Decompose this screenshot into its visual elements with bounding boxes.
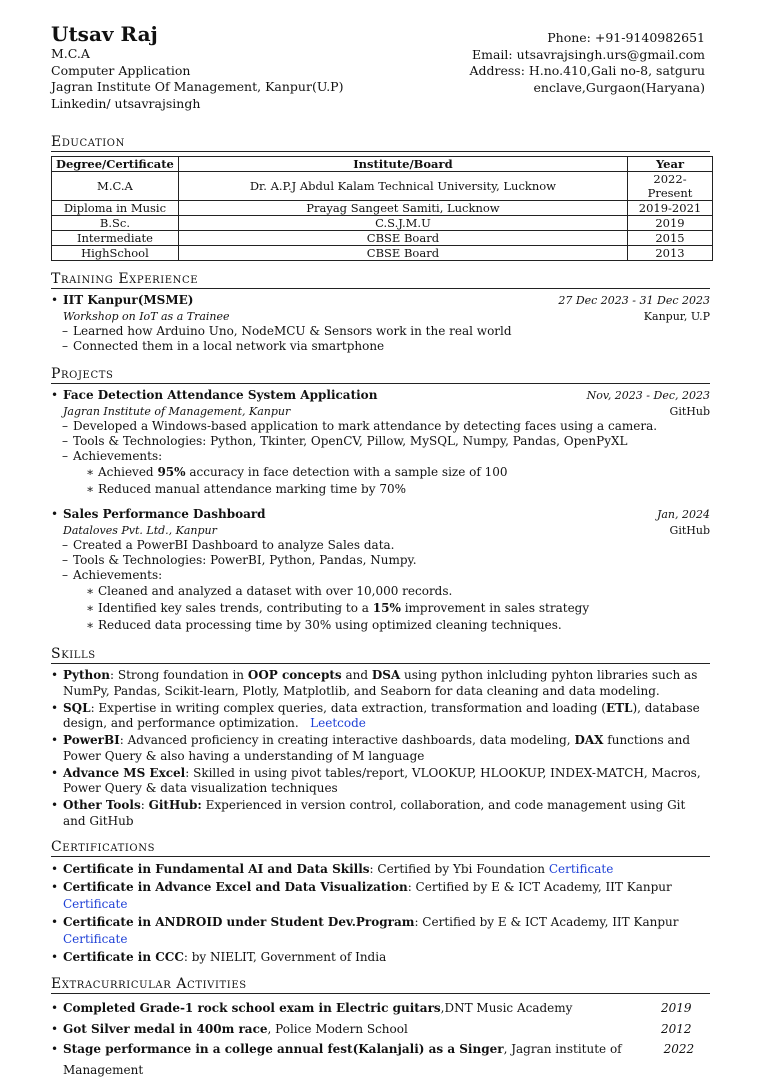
achievement-text: Achieved: [98, 465, 158, 479]
certification-title: Certificate in ANDROID under Student Dev.Program: [63, 914, 415, 929]
education-header-row: [52, 157, 713, 172]
skill-label: Advance MS Excel: [63, 765, 186, 780]
extracurricular-title: Got Silver medal in 400m race: [63, 1021, 268, 1036]
extracurricular-item: [63, 998, 710, 1019]
certificate-link[interactable]: Certificate: [548, 862, 614, 876]
education-year: 2022-Present: [628, 172, 713, 201]
achievement: ∗ Reduced manual attendance marking time by 70%: [98, 481, 710, 498]
education-year: 2015: [628, 231, 713, 246]
training-location: Kanpur, U.P: [643, 309, 710, 323]
certification-title: Certificate in Fundamental AI and Data Skills: [63, 862, 370, 876]
achievement-text: Identified key sales trends, contributing to a: [98, 601, 373, 615]
skill-powerbi: [63, 733, 710, 764]
skill-text: : Skilled in using pivot tables/report, VLOOKUP, HLOOKUP, INDEX-MATCH, Macros, Power Query & data visualization techniques: [63, 765, 701, 795]
skill-text: :: [140, 798, 149, 812]
linkedin[interactable]: Linkedin/ utsavrajsingh: [51, 95, 201, 111]
email[interactable]: Email: utsavrajsingh.urs@gmail.com: [471, 46, 705, 62]
education-year: 2013: [628, 246, 713, 261]
section-title-certifications: Certifications: [51, 839, 710, 857]
skill-text: : Expertise in writing complex queries, data extraction, transformation and loading (: [90, 700, 606, 715]
extracurricular-title: Completed Grade-1 rock school exam in Electric guitars: [63, 1001, 441, 1015]
header-left: [51, 22, 343, 112]
certificate-link[interactable]: Certificate: [63, 932, 128, 946]
project-org: Dataloves Pvt. Ltd., Kanpur: [63, 523, 217, 537]
degree: M.C.A: [51, 46, 90, 61]
skill-label: Other Tools: [63, 798, 141, 812]
skill-text: using python inlcluding pyhton libraries such as NumPy, Pandas, Scikit-learn, Plotly, Matplotlib, and Seaborn for data cleaning and data modeling.: [63, 668, 698, 698]
education-year: 2019: [628, 216, 713, 231]
project-item: [63, 388, 710, 419]
skill-excel: [63, 766, 710, 797]
training-role-row: [63, 309, 710, 325]
training-title-row: [63, 293, 710, 309]
resume-page: [51, 22, 710, 1080]
education-header-institute: Institute/Board: [178, 157, 627, 172]
education-degree: M.C.A: [52, 172, 179, 201]
education-header-year: Year: [628, 157, 713, 172]
achievement: [98, 464, 710, 481]
project-point: – Developed a Windows-based application to mark attendance by detecting faces using a camera.: [73, 419, 710, 434]
extracurricular-title: Stage performance in a college annual fest(Kalanjali) as a Singer: [63, 1042, 504, 1056]
certification-text: : Certified by Ybi Foundation: [369, 862, 549, 876]
extracurricular-desc: [63, 998, 572, 1019]
education-degree: Diploma in Music: [52, 201, 179, 216]
institute: Jagran Institute Of Management, Kanpur(U.P): [51, 79, 344, 94]
table-row: [52, 172, 713, 201]
skill-text: and: [341, 668, 372, 682]
certification-item: [63, 914, 710, 949]
section-title-training: Training Experience: [51, 271, 710, 289]
extracurricular-year: 2019: [661, 1001, 692, 1015]
skill-text: ), database design, and performance optimization.: [63, 700, 700, 730]
skill-highlight: ETL: [605, 700, 633, 715]
certification-text: : Certified by E & ICT Academy, IIT Kanpur: [414, 914, 679, 929]
education-institute: Prayag Sangeet Samiti, Lucknow: [178, 201, 627, 216]
skill-highlight: DSA: [371, 668, 401, 682]
education-institute: C.S.J.M.U: [178, 216, 627, 231]
table-row: [52, 201, 713, 216]
education-degree: Intermediate: [52, 231, 179, 246]
project-github-link[interactable]: GitHub: [669, 404, 710, 418]
header-right: [469, 30, 705, 96]
training-dates: 27 Dec 2023 - 31 Dec 2023: [558, 294, 710, 307]
extracurricular-text: ,DNT Music Academy: [440, 1001, 573, 1015]
extracurricular-year: 2022: [663, 1042, 695, 1056]
section-title-projects: Projects: [51, 366, 710, 384]
extracurricular-desc: [63, 1019, 408, 1040]
training-point: – Learned how Arduino Uno, NodeMCU & Sensors work in the real world: [73, 324, 710, 339]
education-institute: CBSE Board: [178, 231, 627, 246]
project-title-row: [63, 507, 710, 523]
project-org-row: [63, 523, 710, 539]
project-dates: Jan, 2024: [656, 508, 710, 521]
achievement-text: improvement in sales strategy: [400, 601, 590, 615]
skill-highlight: DAX: [574, 733, 604, 747]
section-title-education: Education: [51, 134, 710, 152]
extracurricular-item: [63, 1039, 710, 1080]
skill-label: SQL: [63, 700, 91, 715]
skill-text: functions and Power Query & also having a understanding of M language: [63, 733, 691, 763]
project-point: – Tools & Technologies: Python, Tkinter, OpenCV, Pillow, MySQL, Numpy, Pandas, OpenPyXL: [73, 434, 710, 449]
achievement: ∗ Reduced data processing time by 30% using optimized cleaning techniques.: [98, 617, 710, 634]
project-org: Jagran Institute of Management, Kanpur: [63, 404, 291, 418]
skill-text: Experienced in version control, collaboration, and code management using Git and GitHub: [63, 798, 686, 828]
training-item: [63, 293, 710, 324]
extracurricular-text: , Jagran institute of Management: [63, 1042, 622, 1077]
project-point: – Achievements:: [73, 449, 710, 464]
achievement: ∗ Cleaned and analyzed a dataset with over 10,000 records.: [98, 583, 710, 600]
certification-text: : by NIELIT, Government of India: [183, 949, 387, 964]
achievement-text: accuracy in face detection with a sample size of 100: [185, 465, 508, 479]
table-row: [52, 216, 713, 231]
skill-text: : Advanced proficiency in creating interactive dashboards, data modeling,: [119, 733, 575, 747]
skill-other-tools: [63, 798, 710, 829]
certification-title: Certificate in Advance Excel and Data Visualization: [63, 879, 408, 894]
certification-item: [63, 949, 710, 967]
education-degree: B.Sc.: [52, 216, 179, 231]
section-title-extracurricular: Extracurricular Activities: [51, 976, 710, 994]
table-row: [52, 231, 713, 246]
project-title-row: [63, 388, 710, 404]
section-title-skills: Skills: [51, 646, 710, 664]
education-institute: CBSE Board: [178, 246, 627, 261]
certificate-link[interactable]: Certificate: [63, 897, 128, 911]
training-role: Workshop on IoT as a Trainee: [63, 309, 230, 323]
certification-item: [63, 861, 710, 879]
skill-sql: [63, 701, 710, 732]
skill-python: [63, 668, 710, 699]
skill-highlight: OOP concepts: [247, 668, 342, 682]
project-title: • Face Detection Attendance System Application: [63, 388, 378, 402]
candidate-name: Utsav Raj: [51, 22, 158, 46]
address-line-2: enclave,Gurgaon(Haryana): [533, 79, 705, 95]
project-title: • Sales Performance Dashboard: [63, 507, 266, 521]
education-institute: Dr. A.P.J Abdul Kalam Technical University, Lucknow: [178, 172, 627, 201]
address-line-1: Address: H.no.410,Gali no-8, satguru: [469, 63, 705, 78]
skill-text: : Strong foundation in: [110, 668, 248, 682]
extracurricular-desc: [63, 1039, 664, 1080]
project-item: [63, 507, 710, 538]
training-point: – Connected them in a local network via smartphone: [73, 339, 710, 354]
training-title: • IIT Kanpur(MSME): [63, 293, 194, 307]
achievement: [98, 600, 710, 617]
extracurricular-item: [63, 1019, 710, 1040]
resume-header: [51, 22, 710, 126]
skill-label: Python: [63, 668, 110, 682]
phone: Phone: +91-9140982651: [547, 30, 705, 45]
project-point: – Achievements:: [73, 568, 710, 583]
leetcode-link[interactable]: Leetcode: [310, 716, 366, 730]
education-header-degree: Degree/Certificate: [52, 157, 179, 172]
certification-item: [63, 879, 710, 914]
skill-highlight: GitHub:: [148, 798, 202, 812]
education-degree: HighSchool: [52, 246, 179, 261]
extracurricular-text: , Police Modern School: [267, 1021, 408, 1036]
field: Computer Application: [51, 62, 191, 78]
project-org-row: [63, 404, 710, 420]
project-dates: Nov, 2023 - Dec, 2023: [586, 389, 710, 402]
certification-title: Certificate in CCC: [63, 949, 184, 964]
achievement-highlight: 15%: [372, 601, 401, 615]
table-row: [52, 246, 713, 261]
education-year: 2019-2021: [628, 201, 713, 216]
project-point: – Created a PowerBI Dashboard to analyze Sales data.: [73, 538, 710, 553]
achievement-highlight: 95%: [157, 465, 186, 479]
project-point: – Tools & Technologies: PowerBI, Python, Pandas, Numpy.: [73, 553, 710, 568]
extracurricular-year: 2012: [661, 1021, 692, 1036]
project-github-link[interactable]: GitHub: [669, 523, 710, 537]
skill-label: PowerBI: [63, 733, 120, 747]
certification-text: : Certified by E & ICT Academy, IIT Kanpur: [407, 879, 672, 894]
education-table: [51, 156, 713, 261]
